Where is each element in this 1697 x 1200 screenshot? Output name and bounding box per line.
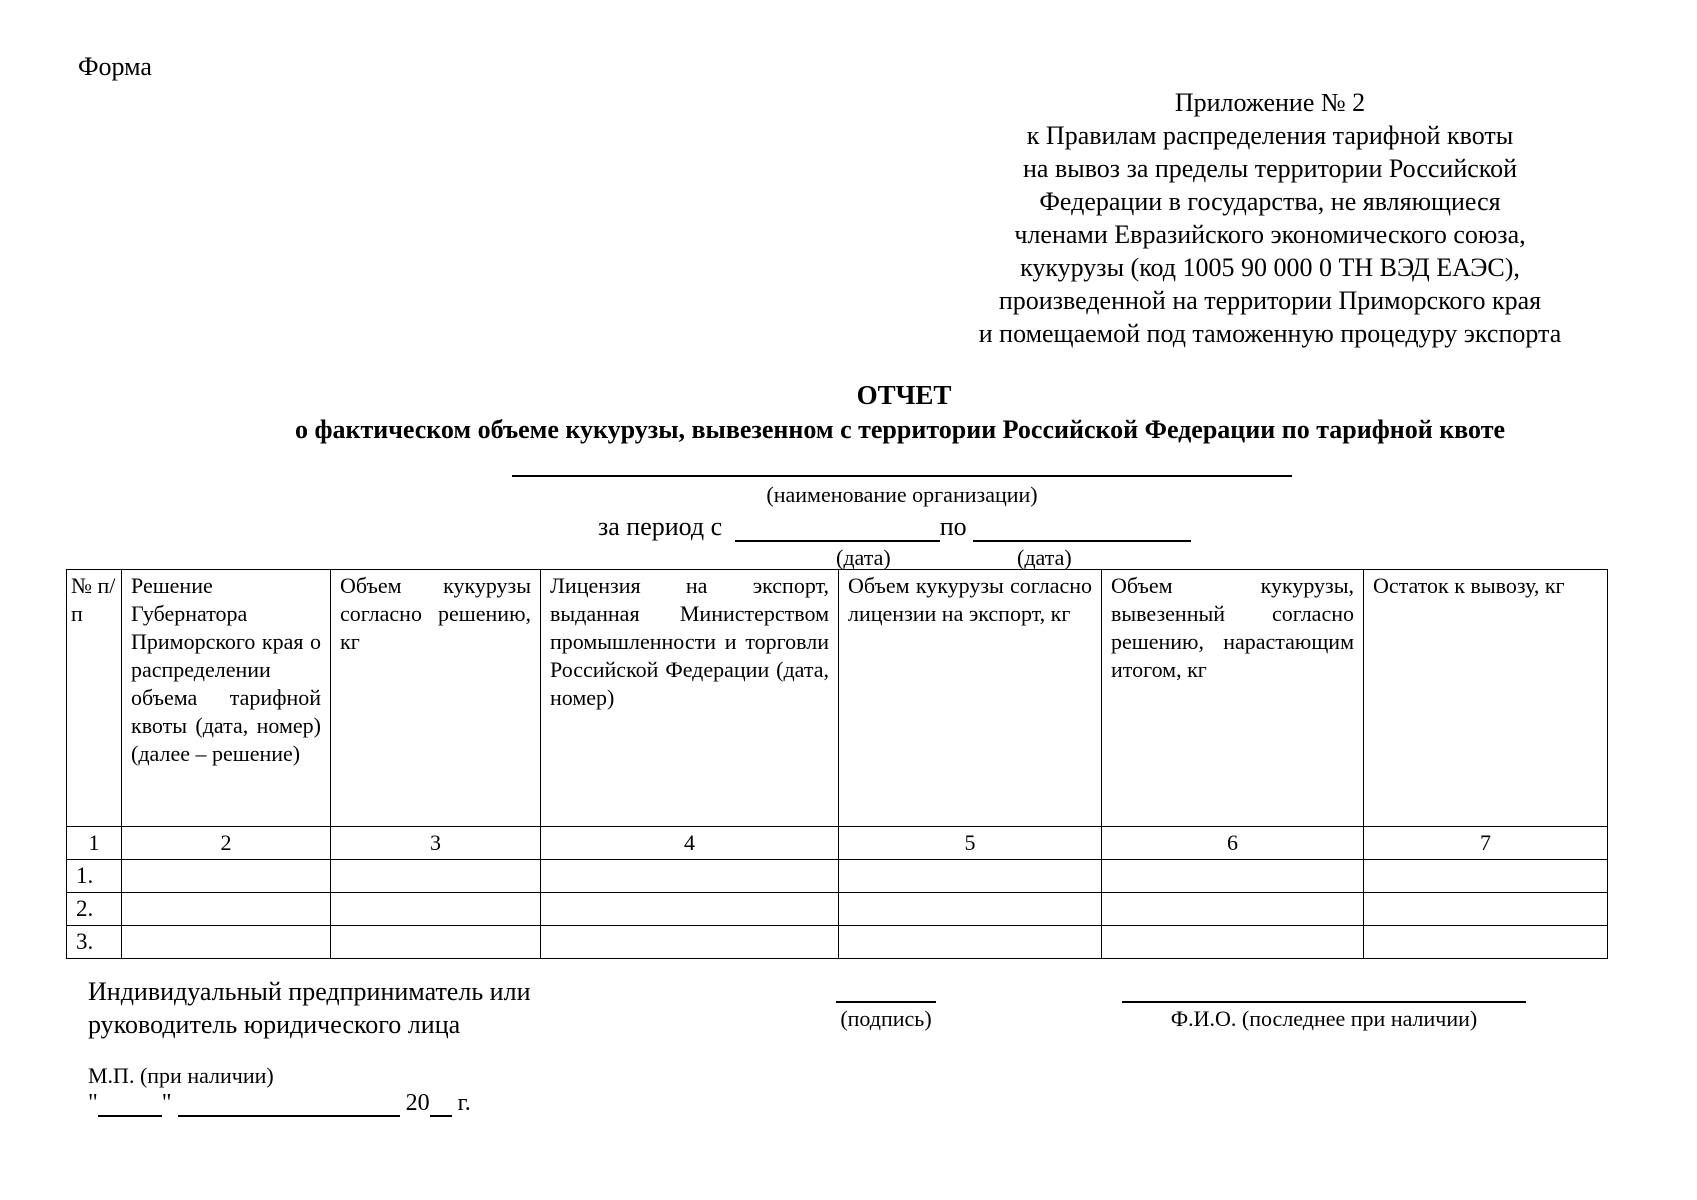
header-cell: Решение Губернатора Приморского края о распределении объема тарифной квоты (дата, номер) (далее – решение)	[122, 570, 331, 827]
period-to-label: по	[939, 512, 967, 541]
period-row	[598, 512, 1191, 542]
form-label: Форма	[78, 52, 152, 81]
appendix-line: кукурузы (код 1005 90 000 0 ТН ВЭД ЕАЭС),	[1020, 253, 1520, 282]
table-row	[67, 893, 1608, 926]
table-cell[interactable]	[331, 926, 541, 959]
table-row	[67, 860, 1608, 893]
table-cell[interactable]	[839, 926, 1102, 959]
appendix-line: на вывоз за пределы территории Российской	[1023, 154, 1517, 183]
appendix-line: произведенной на территории Приморского края	[998, 286, 1542, 315]
header-cell: Объем кукурузы согласно лицензии на экспорт, кг	[839, 570, 1102, 827]
table-header-row	[67, 570, 1608, 827]
table-cell[interactable]	[1364, 860, 1608, 893]
period-to-date-caption: (дата)	[1017, 545, 1072, 570]
table-cell[interactable]	[1102, 926, 1364, 959]
organization-name-line[interactable]	[512, 475, 1292, 477]
full-name-line[interactable]	[1122, 1001, 1526, 1003]
year-blank-line[interactable]	[430, 1093, 452, 1117]
table-cell[interactable]	[839, 860, 1102, 893]
table-cell[interactable]	[122, 860, 331, 893]
row-number-cell: 2.	[67, 893, 122, 926]
header-cell: Остаток к вывозу, кг	[1364, 570, 1608, 827]
signer-line-2: руководитель юридического лица	[88, 1010, 461, 1039]
table-cell[interactable]	[1102, 893, 1364, 926]
year-prefix: 20	[405, 1090, 430, 1116]
signer-line-1: Индивидуальный предприниматель или	[88, 977, 531, 1006]
signature-line[interactable]	[836, 1001, 936, 1003]
date-open-quote: "	[88, 1090, 98, 1116]
appendix-line: к Правилам распределения тарифной квоты	[1026, 121, 1514, 150]
appendix-block	[900, 86, 1640, 350]
header-cell: Лицензия на экспорт, выданная Министерством промышленности и торговли Российской Федерации (дата, номер)	[541, 570, 839, 827]
table-cell[interactable]	[541, 860, 839, 893]
period-from-date-caption: (дата)	[836, 545, 891, 570]
column-number-cell: 3	[331, 827, 541, 860]
day-blank-line[interactable]	[98, 1093, 162, 1117]
row-number-cell: 3.	[67, 926, 122, 959]
table-cell[interactable]	[122, 893, 331, 926]
appendix-line: Приложение № 2	[1174, 88, 1366, 117]
table-cell[interactable]	[541, 893, 839, 926]
appendix-line: и помещаемой под таможенную процедуру экспорта	[978, 319, 1562, 348]
report-subtitle: о фактическом объеме кукурузы, вывезенном с территории Российской Федерации по тарифной квоте	[294, 415, 1506, 444]
header-cell: № п/п	[67, 570, 122, 827]
table-row	[67, 926, 1608, 959]
date-close-quote: "	[161, 1090, 172, 1116]
table-cell[interactable]	[541, 926, 839, 959]
appendix-line: Федерации в государства, не являющиеся	[1039, 187, 1501, 216]
period-from-label: за период с	[598, 512, 723, 541]
full-name-caption: Ф.И.О. (последнее при наличии)	[1170, 1006, 1478, 1031]
column-number-cell: 7	[1364, 827, 1608, 860]
signature-caption: (подпись)	[840, 1006, 932, 1031]
organization-name-caption: (наименование организации)	[766, 482, 1038, 507]
report-title: ОТЧЕТ	[856, 380, 952, 410]
stamp-label: М.П. (при наличии)	[88, 1063, 274, 1088]
column-number-cell: 6	[1102, 827, 1364, 860]
signer-label	[88, 975, 530, 1041]
header-cell: Объем кукурузы, вывезенный согласно решению, нарастающим итогом, кг	[1102, 570, 1364, 827]
appendix-line: членами Евразийского экономического союза,	[1014, 220, 1526, 249]
month-blank-line[interactable]	[178, 1093, 400, 1117]
column-number-cell: 4	[541, 827, 839, 860]
header-cell: Объем кукурузы согласно решению, кг	[331, 570, 541, 827]
table-cell[interactable]	[839, 893, 1102, 926]
table-cell[interactable]	[1364, 893, 1608, 926]
table-cell[interactable]	[331, 860, 541, 893]
row-number-cell: 1.	[67, 860, 122, 893]
column-number-row	[67, 827, 1608, 860]
report-table	[66, 569, 1608, 959]
column-number-cell: 5	[839, 827, 1102, 860]
table-cell[interactable]	[1364, 926, 1608, 959]
year-suffix: г.	[457, 1090, 471, 1116]
table-cell[interactable]	[1102, 860, 1364, 893]
column-number-cell: 2	[122, 827, 331, 860]
table-cell[interactable]	[331, 893, 541, 926]
signature-date-row	[88, 1090, 471, 1117]
period-to-date-line[interactable]	[973, 516, 1191, 542]
table-cell[interactable]	[122, 926, 331, 959]
period-from-date-line[interactable]	[735, 516, 940, 542]
column-number-cell: 1	[67, 827, 122, 860]
